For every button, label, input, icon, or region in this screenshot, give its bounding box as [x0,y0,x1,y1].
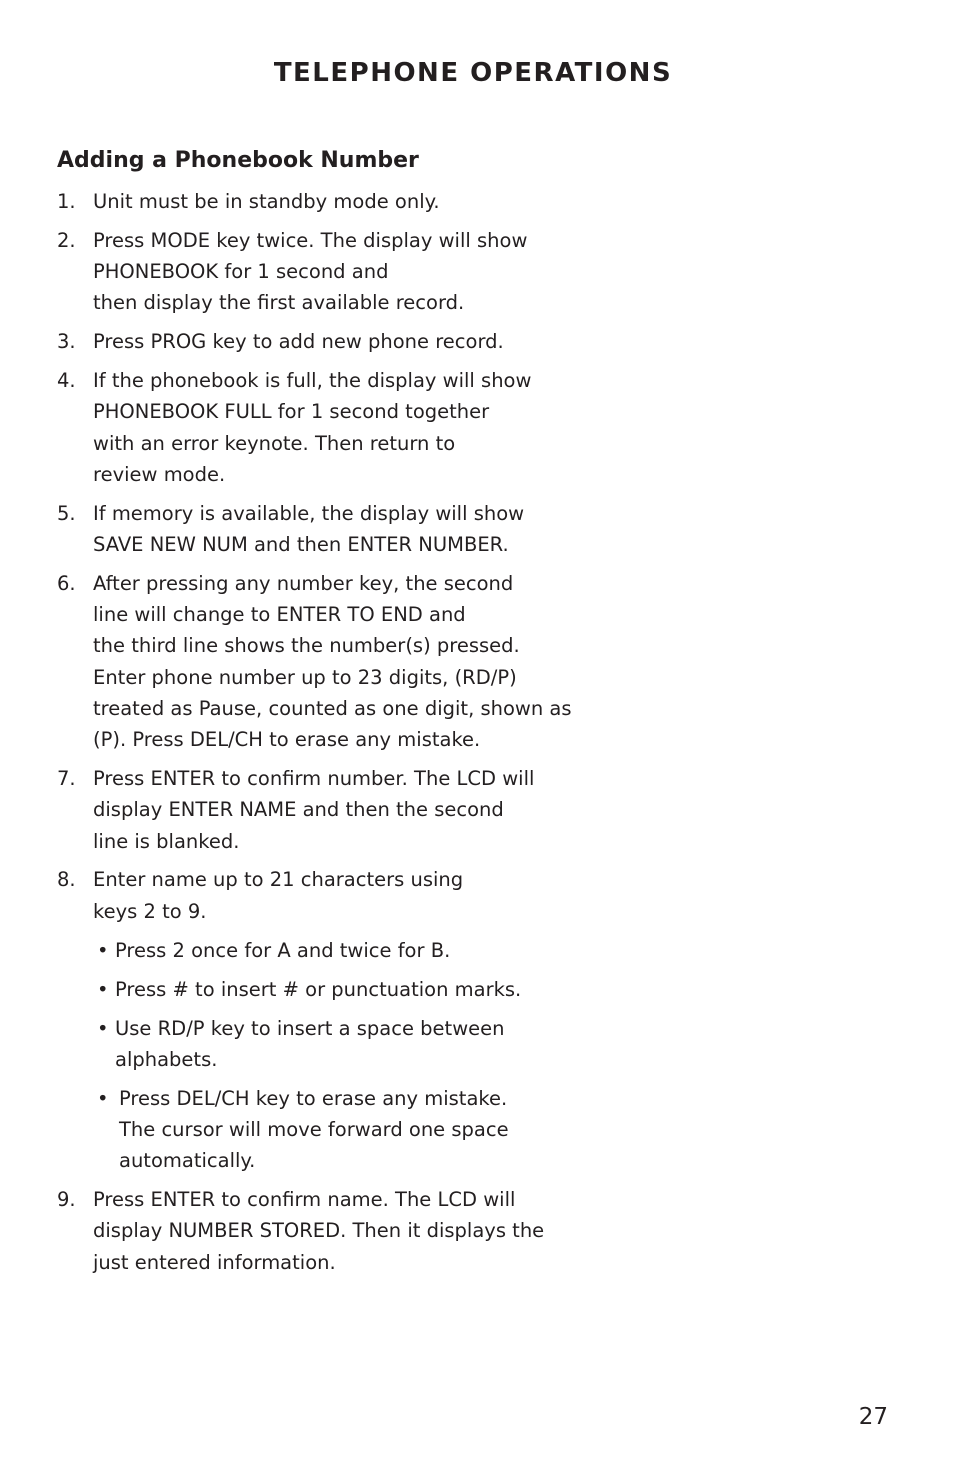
step-number: 9. [57,1188,76,1212]
step-text: Press ENTER to confirm name. The LCD will [93,1188,516,1212]
bullet-text: automatically. [119,1149,256,1173]
section-heading: Adding a Phonebook Number [57,148,419,173]
bullet-text: alphabets. [115,1047,218,1071]
list-item [57,326,617,357]
step-text: SAVE NEW NUM and then ENTER NUMBER. [93,532,509,556]
step-text: with an error keynote. Then return to [93,431,456,455]
step-text: Press PROG key to add new phone record. [93,330,504,354]
sub-bullet-item [97,1013,617,1076]
step-text: review mode. [93,462,226,486]
step-number: 3. [57,330,76,354]
sub-bullet-item [97,935,617,966]
bullet-text: Use RD/P key to insert a space between [115,1016,505,1040]
sub-bullet-item [97,974,617,1005]
step-number: 1. [57,190,76,213]
step-text: Enter name up to 21 characters using [93,868,464,892]
step-text: (P). Press DEL/CH to erase any mistake. [93,728,481,752]
step-text: Enter phone number up to 23 digits, (RD/P) [93,665,517,689]
list-item [57,568,617,756]
instruction-list [57,186,617,1286]
step-number: 7. [57,767,76,791]
bullet-icon: • [97,977,109,1001]
step-text: If the phonebook is full, the display will show [93,368,532,392]
step-text: display NUMBER STORED. Then it displays the [93,1219,545,1243]
bullet-icon: • [97,1086,109,1110]
page-number: 27 [858,1404,888,1430]
step-number: 6. [57,571,76,595]
sub-bullet-list [93,935,617,1177]
step-text: Press MODE key twice. The display will show [93,228,528,252]
list-item [57,186,617,217]
step-text: PHONEBOOK for 1 second and [93,260,389,284]
sub-bullet-item [97,1083,617,1177]
list-item [57,763,617,857]
step-text: If memory is available, the display will show [93,501,525,525]
step-text: After pressing any number key, the second [93,571,514,595]
page-title: TELEPHONE OPERATIONS [273,58,673,88]
list-item [57,365,617,490]
step-number: 8. [57,868,76,892]
list-item [57,864,617,1176]
bullet-icon: • [97,1016,109,1040]
step-text: line is blanked. [93,829,240,853]
bullet-text: The cursor will move forward one space [119,1118,509,1142]
step-text: PHONEBOOK FULL for 1 second together [93,400,490,424]
step-text: line will change to ENTER TO END and [93,603,466,627]
step-text: display ENTER NAME and then the second [93,798,504,822]
bullet-icon: • [97,939,109,963]
step-text: Unit must be in standby mode only. [93,190,440,213]
bullet-text: Press # to insert # or punctuation marks. [115,977,522,1001]
list-item [57,498,617,561]
step-text: then display the first available record. [93,291,465,315]
step-text: the third line shows the number(s) pressed. [93,634,520,658]
list-item [57,1184,617,1278]
bullet-text: Press 2 once for A and twice for B. [115,939,451,963]
bullet-text: Press DEL/CH key to erase any mistake. [119,1086,508,1110]
list-item [57,225,617,319]
step-text: Press ENTER to confirm number. The LCD will [93,767,535,791]
step-number: 4. [57,368,76,392]
step-text: treated as Pause, counted as one digit, shown as [93,696,572,720]
step-number: 2. [57,228,76,252]
step-number: 5. [57,501,76,525]
step-text: keys 2 to 9. [93,899,207,923]
step-text: just entered information. [93,1250,336,1274]
